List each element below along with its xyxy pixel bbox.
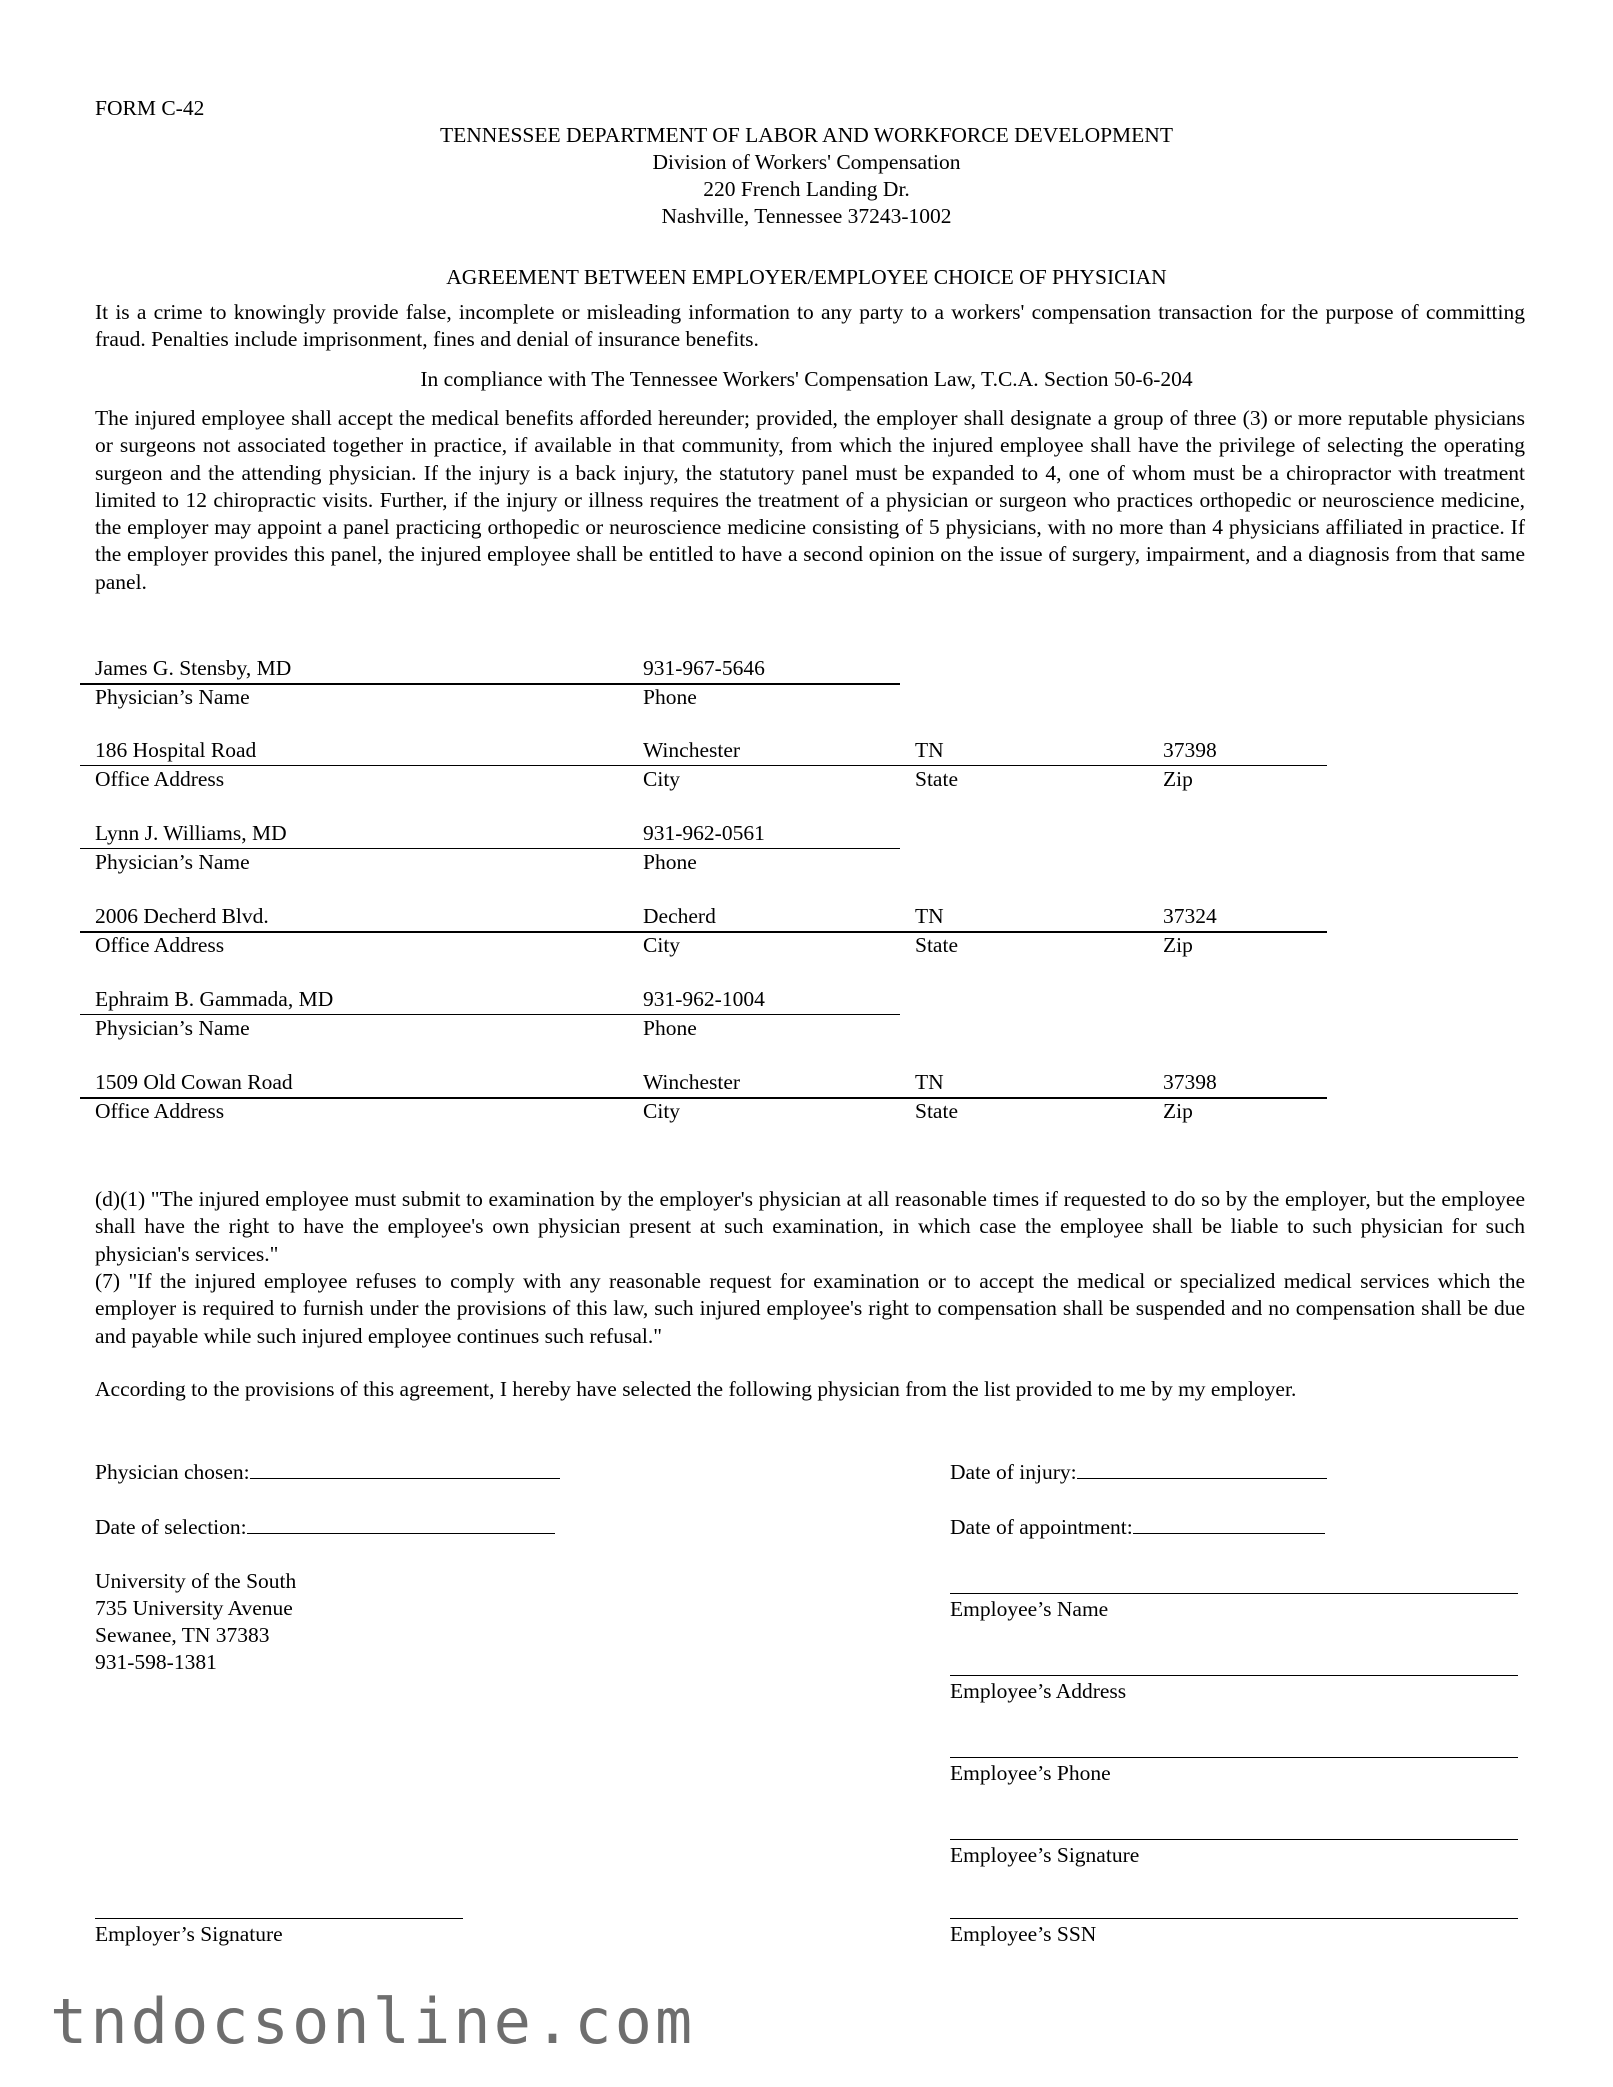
physician-3-state: TN	[915, 1070, 944, 1094]
phone-label: Phone	[643, 850, 697, 874]
physician-2-zip: 37324	[1163, 904, 1217, 928]
physician-3-phone: 931-962-1004	[643, 987, 765, 1011]
city-label: City	[643, 767, 681, 791]
physician-chosen-blank[interactable]	[250, 1458, 560, 1479]
physician-3-name: Ephraim B. Gammada, MD	[95, 987, 334, 1011]
physician-name-label: Physician’s Name	[95, 685, 250, 709]
physician-2-name: Lynn J. Williams, MD	[95, 821, 287, 845]
state-label: State	[915, 767, 958, 791]
employer-city: Sewanee, TN 37383	[95, 1623, 270, 1647]
zip-label: Zip	[1163, 933, 1193, 957]
provision-7: (7) "If the injured employee refuses to comply with any reasonable request for examination or to accept the medical or specialized medical services which the employer is required to furnish under the provisions of this law, such injured employee's right to compensation shall be suspended and no compensation shall be due and payable while such injured employee continues such refusal."	[95, 1269, 1525, 1348]
fraud-warning: It is a crime to knowingly provide false, incomplete or misleading information to any party to a workers' compensation transaction for the purpose of committing fraud. Penalties include imprisonment, fines and denial of insurance benefits.	[95, 300, 1525, 352]
state-label: State	[915, 933, 958, 957]
zip-label: Zip	[1163, 767, 1193, 791]
provision-d1: (d)(1) "The injured employee must submit to examination by the employer's physician at all reasonable times if requested to do so by the employer, but the employee shall have the right to have the employee's own physician present at such examination, in which case the employee shall be liable to such physician for such physician's services."	[95, 1187, 1525, 1266]
physician-name-label: Physician’s Name	[95, 850, 250, 874]
employee-ssn-label: Employee’s SSN	[950, 1922, 1097, 1946]
state-label: State	[915, 1099, 958, 1123]
date-of-injury-blank[interactable]	[1077, 1458, 1327, 1479]
physician-2-city: Decherd	[643, 904, 716, 928]
employee-name-label: Employee’s Name	[950, 1597, 1109, 1621]
city-label: City	[643, 933, 681, 957]
physician-2-phone: 931-962-0561	[643, 821, 765, 845]
office-address-label: Office Address	[95, 933, 225, 957]
date-of-selection-blank[interactable]	[247, 1513, 555, 1534]
employee-name-line[interactable]	[950, 1593, 1518, 1594]
employee-address-line[interactable]	[950, 1675, 1518, 1676]
employer-signature-line[interactable]	[95, 1918, 463, 1919]
office-address-label: Office Address	[95, 767, 225, 791]
intro-paragraph: The injured employee shall accept the medical benefits afforded hereunder; provided, the employer shall designate a group of three (3) or more reputable physicians or surgeons not associated together in practice, if available in that community, from which the injured employee shall have the privilege of selecting the operating surgeon and the attending physician. If the injury is a back injury, the statutory panel must be expanded to 4, one of whom must be a chiropractor with treatment limited to 12 chiropractic visits. Further, if the injury or illness requires the treatment of a physician or surgeon who practices orthopedic or neuroscience medicine, the employer may appoint a panel practicing orthopedic or neuroscience medicine consisting of 5 physicians, with no more than 4 physicians affiliated in practice. If the employer provides this panel, the injured employee shall be entitled to have a second opinion on the issue of surgery, impairment, and a diagnosis from that same panel.	[95, 406, 1525, 594]
physician-1-city: Winchester	[643, 738, 741, 762]
employer-phone: 931-598-1381	[95, 1650, 217, 1674]
physician-name-label: Physician’s Name	[95, 1016, 250, 1040]
zip-label: Zip	[1163, 1099, 1193, 1123]
city-label: City	[643, 1099, 681, 1123]
physician-1-zip: 37398	[1163, 738, 1217, 762]
employer-street: 735 University Avenue	[95, 1596, 293, 1620]
selection-statement: According to the provisions of this agreement, I hereby have selected the following physician from the list provided to me by my employer.	[95, 1377, 1297, 1401]
employee-ssn-line[interactable]	[950, 1918, 1518, 1919]
department-city: Nashville, Tennessee 37243-1002	[661, 204, 952, 228]
site-watermark: tndocsonline.com	[50, 1985, 696, 2058]
date-of-appointment-field[interactable]	[950, 1513, 1325, 1541]
date-of-selection-label: Date of selection:	[95, 1515, 247, 1539]
date-of-selection-field[interactable]	[95, 1513, 555, 1541]
physician-3-city: Winchester	[643, 1070, 741, 1094]
date-of-appointment-blank[interactable]	[1133, 1513, 1325, 1534]
divider	[80, 931, 1327, 933]
physician-1-state: TN	[915, 738, 944, 762]
divider	[80, 1097, 1327, 1099]
division-name: Division of Workers' Compensation	[652, 150, 961, 174]
employee-address-label: Employee’s Address	[950, 1679, 1127, 1703]
date-of-injury-field[interactable]	[950, 1458, 1327, 1486]
physician-3-address: 1509 Old Cowan Road	[95, 1070, 293, 1094]
date-of-injury-label: Date of injury:	[950, 1460, 1077, 1484]
physician-chosen-label: Physician chosen:	[95, 1460, 250, 1484]
compliance-line: In compliance with The Tennessee Workers' Compensation Law, T.C.A. Section 50-6-204	[420, 367, 1193, 391]
employee-phone-label: Employee’s Phone	[950, 1761, 1111, 1785]
physician-1-name: James G. Stensby, MD	[95, 656, 292, 680]
form-title: AGREEMENT BETWEEN EMPLOYER/EMPLOYEE CHOICE OF PHYSICIAN	[446, 265, 1167, 289]
physician-chosen-field[interactable]	[95, 1458, 560, 1486]
divider	[80, 765, 1327, 766]
physician-2-state: TN	[915, 904, 944, 928]
department-street: 220 French Landing Dr.	[703, 177, 910, 201]
employer-signature-label: Employer’s Signature	[95, 1922, 283, 1946]
department-name: TENNESSEE DEPARTMENT OF LABOR AND WORKFORCE DEVELOPMENT	[440, 123, 1173, 147]
phone-label: Phone	[643, 1016, 697, 1040]
phone-label: Phone	[643, 685, 697, 709]
office-address-label: Office Address	[95, 1099, 225, 1123]
employee-signature-line[interactable]	[950, 1839, 1518, 1840]
employee-phone-line[interactable]	[950, 1757, 1518, 1758]
employee-signature-label: Employee’s Signature	[950, 1843, 1140, 1867]
physician-1-phone: 931-967-5646	[643, 656, 765, 680]
form-number: FORM C-42	[95, 96, 205, 120]
physician-2-address: 2006 Decherd Blvd.	[95, 904, 269, 928]
physician-1-address: 186 Hospital Road	[95, 738, 257, 762]
date-of-appointment-label: Date of appointment:	[950, 1515, 1133, 1539]
physician-3-zip: 37398	[1163, 1070, 1217, 1094]
employer-name: University of the South	[95, 1569, 297, 1593]
